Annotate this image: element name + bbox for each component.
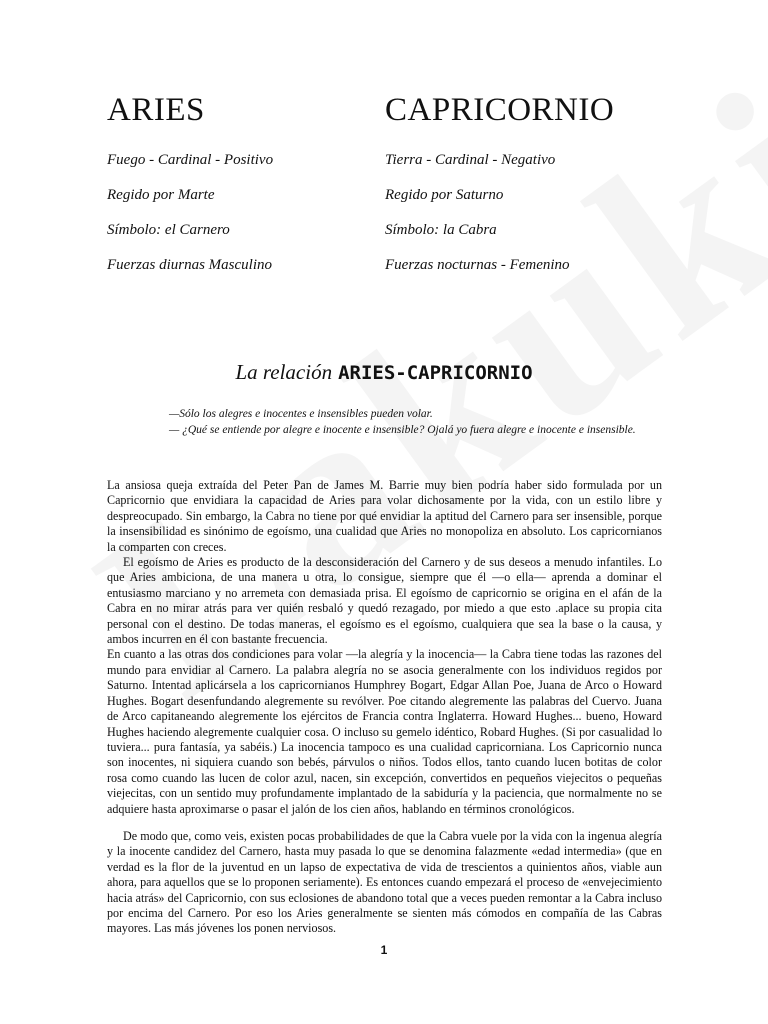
relation-heading — [0, 360, 768, 385]
paragraph: De modo que, como veis, existen pocas probabilidades de que la Cabra vuele por la vida con la ingenua alegría y la inocente candidez del Carnero, hasta muy pasada lo que se denomina falazmente «edad intermedia» (que en verdad es la flor de la juventud en un lapso de expectativa de vida de trescientos a quinientos años, viable aun ahora, para aquellos que se lo proponen seriamente). Es entonces cuando empezará el proceso de «envejecimiento hacia atrás» del Capricornio, con sus eclosiones de abandono total que a veces pueden remontar a la Cabra incluso por encima del Carnero. Por eso los Aries generalmente se sienten más cómodos en compañía de las Cabras mayores. Las más jóvenes los ponen nerviosos. — [107, 828, 662, 936]
relation-prefix: La relación — [235, 360, 333, 384]
aries-ruler: Regido por Marte — [107, 187, 215, 203]
paragraph: El egoísmo de Aries es producto de la desconsideración del Carnero y de sus deseos a menudo infantiles. Lo que Aries ambiciona, de una manera u otra, lo consigue, siempre que él —o ella— aprenda a dominar el entusiasmo marciano y no arremeta con demasiada prisa. El egoísmo de capricornio se origina en el afán de la Cabra en no mirar atrás para ver quién resbaló y quedó rezagado, por miedo a que esto .aplace su propia cita personal con el destino. De todas maneras, el egoísmo es el egoísmo, cualquiera que sea la base o la causa, y ambos incurren en él con bastante frecuencia. — [107, 555, 662, 647]
page-number: 1 — [380, 943, 388, 957]
aries-symbol: Símbolo: el Carnero — [107, 222, 230, 238]
paragraph: En cuanto a las otras dos condiciones para volar —la alegría y la inocencia— la Cabra tiene todas las razones del mundo para envidiar al Carnero. La palabra alegría no se asocia generalmente con los individuos regidos por Saturno. Intentad aplicársela a los capricornianos Humphrey Bogart, Edgar Allan Poe, Juana de Arco o Howard Hughes. Bogart desenfundando alegremente su revólver. Poe citando alegremente las palabras del Cuervo. Juana de Arco capitaneando alegremente los ejércitos de Francia contra Inglaterra. Howard Hughes... bueno, Howard Hughes haciendo alegremente cualquier cosa. O incluso su gemelo idéntico, Robard Hughes. (Si por casualidad lo tuviera... pura fantasía, ya sabéis.) La inocencia tampoco es una cualidad capricorniana. Los Capricornio nunca son inocentes, ni siquiera cuando son bebés, párvulos o niños. Todos ellos, tanto cuando lucen botitas de color rosa como cuando las lucen de color azul, nacen, sin excepción, convertidos en pequeños viejecitos o pequeñas viejecitas, con un sentido muy profundamente implantado de la sabiduría y la paciencia, que normalmente no se adquiere hasta aproximarse o pasar el jalón de los cien años, hablando en términos cronológicos. — [107, 647, 662, 816]
relation-signs: ARIES-CAPRICORNIO — [338, 362, 533, 384]
aries-title: ARIES — [107, 92, 205, 128]
aries-element: Fuego - Cardinal - Positivo — [107, 152, 274, 168]
epigraph-line: —Sólo los alegres e inocentes e insensibles pueden volar. — [169, 408, 433, 420]
capricornio-symbol: Símbolo: la Cabra — [385, 222, 497, 238]
aries-forces: Fuerzas diurnas Masculino — [107, 257, 272, 273]
epigraph — [107, 406, 637, 438]
epigraph-line: — ¿Qué se entiende por alegre e inocente e insensible? Ojalá yo fuera alegre e inocente e insensible. — [169, 424, 636, 436]
capricornio-ruler: Regido por Saturno — [385, 187, 504, 203]
paragraph: La ansiosa queja extraída del Peter Pan de James M. Barrie muy bien podría haber sido formulada por un Capricornio que envidiara la capacidad de Aries para volar dichosamente por la vida, con un estilo libre y despreocupado. Sin embargo, la Cabra no tiene por qué envidiar la aptitud del Carnero para ser insensible, porque la insensibilidad es sinónimo de egoísmo, una cualidad que Aries no monopoliza en absoluto. Los capricornianos la comparten con creces. — [107, 478, 662, 554]
capricornio-title: CAPRICORNIO — [385, 92, 615, 128]
body-text — [107, 478, 662, 937]
capricornio-element: Tierra - Cardinal - Negativo — [385, 152, 556, 168]
capricornio-forces: Fuerzas nocturnas - Femenino — [385, 257, 570, 273]
